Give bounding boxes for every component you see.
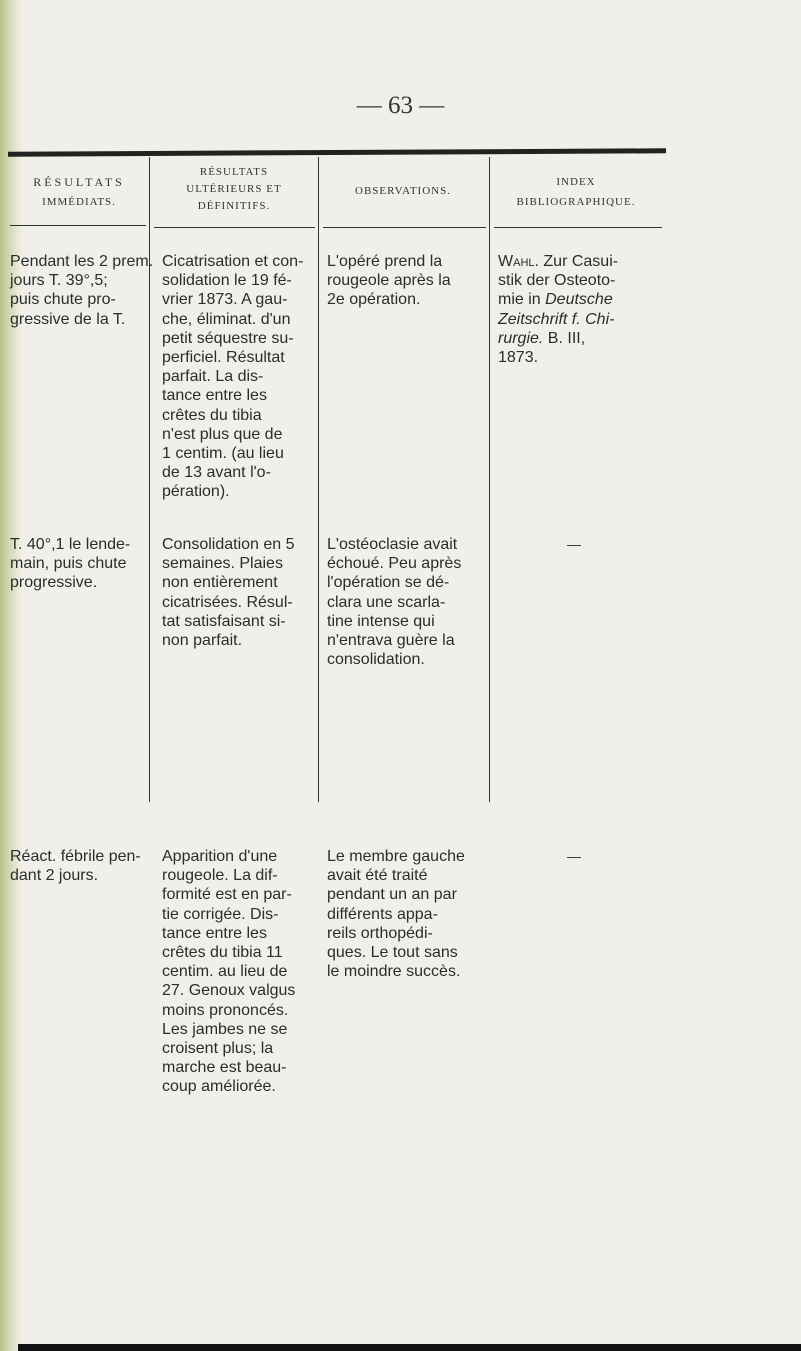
- top-rule: [8, 148, 666, 156]
- row2-observations: L'ostéoclasie avait échoué. Peu après l'opération se dé- clara une scarla- tine intense qui n'entrava guère la consolidation.: [327, 536, 462, 669]
- header-line: OBSERVATIONS.: [355, 185, 451, 197]
- index-journal: Deutsche Zeitschrift f. Chi- rurgie.: [498, 291, 615, 347]
- column-divider-2: [318, 157, 319, 802]
- header-observations: [320, 181, 486, 201]
- header-line: ULTÉRIEURS ET: [186, 183, 282, 195]
- row3-final: Apparition d'une rougeole. La dif- formité est en par- tie corrigée. Dis- tance entre les crêtes du tibia 11 centim. au lieu de 27. Genoux valgus moins prononcés. Les jambes ne se croisent plus; la marche est beau- coup améliorée.: [162, 848, 296, 1096]
- column-divider-3: [489, 157, 490, 802]
- row3-immediate: Réact. fébrile pen- dant 2 jours.: [10, 848, 141, 885]
- header-final-results: [152, 164, 316, 215]
- row1-index: [498, 252, 618, 367]
- row2-index: —: [567, 536, 581, 552]
- index-text: Zur Casui- stik der Osteoto- mie in: [498, 253, 619, 309]
- index-text: B. III, 1873.: [498, 329, 586, 367]
- header-rule-2: [154, 227, 315, 228]
- row1-final: Cicatrisation et con- solidation le 19 fé- vrier 1873. A gau- che, éliminat. d'un petit séquestre su- perficiel. Résultat parfait. La dis- tance entre les crêtes du tibia n'est plus que de 1 centim. (au lieu de 13 avant l'o- pération).: [162, 253, 304, 501]
- header-line: BIBLIOGRAPHIQUE.: [516, 196, 636, 208]
- header-line: INDEX: [556, 176, 596, 188]
- header-immediate-results: [12, 172, 146, 212]
- header-line: RÉSULTATS: [199, 166, 269, 178]
- header-line: IMMÉDIATS.: [42, 196, 116, 208]
- row3-index: —: [567, 848, 581, 864]
- header-rule-3: [323, 227, 486, 228]
- header-line: DÉFINITIFS.: [197, 200, 271, 212]
- row1-observations: L'opéré prend la rougeole après la 2e opération.: [327, 253, 451, 309]
- index-author: Wahl.: [498, 253, 539, 270]
- row2-final: Consolidation en 5 semaines. Plaies non entièrement cicatrisées. Résul- tat satisfaisant si- non parfait.: [162, 536, 295, 650]
- bottom-rule: [18, 1344, 801, 1351]
- row2-immediate: T. 40°,1 le lende- main, puis chute progressive.: [10, 536, 131, 592]
- header-line: RÉSULTATS: [33, 175, 125, 189]
- header-rule-1: [10, 225, 146, 226]
- row1-immediate: Pendant les 2 prem. jours T. 39°,5; puis chute pro- gressive de la T.: [10, 253, 154, 328]
- row3-observations: Le membre gauche avait été traité pendant un an par différents appa- reils orthopédi- ques. Le tout sans le moindre succès.: [327, 848, 465, 981]
- header-index: [492, 172, 660, 212]
- header-rule-4: [494, 227, 662, 228]
- page-number: — 63 —: [356, 92, 445, 119]
